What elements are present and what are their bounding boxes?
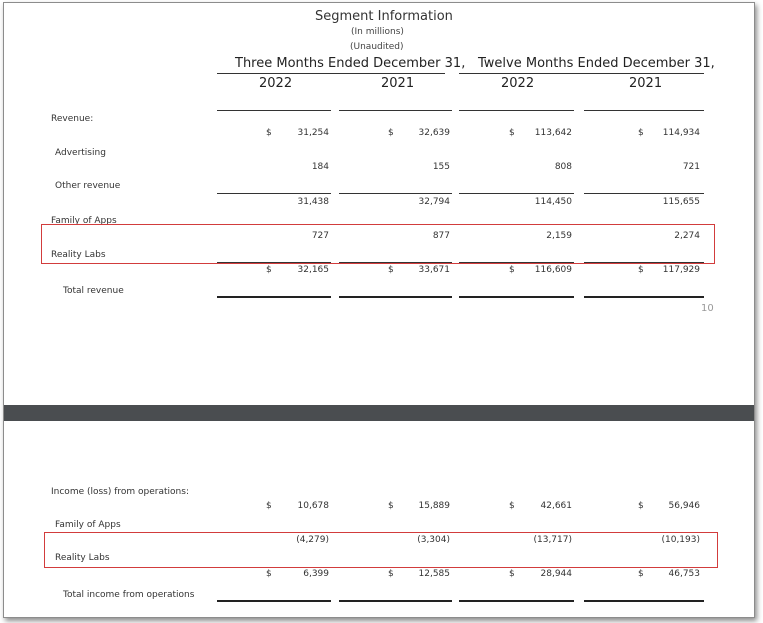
family-of-apps-value: 114,450 (534, 197, 572, 207)
year-header-1: 2022 (259, 76, 293, 91)
family-of-apps-income-value: 56,946 (668, 501, 700, 511)
double-rule (584, 296, 704, 298)
reality-labs-value: 2,274 (674, 231, 700, 241)
double-rule (339, 600, 452, 602)
other-revenue-value: 721 (682, 162, 700, 172)
reality-labs-value: 727 (311, 231, 329, 241)
label-income-operations: Income (loss) from operations: (51, 487, 189, 497)
family-of-apps-value: 32,794 (418, 197, 450, 207)
subtotal-rule (459, 193, 574, 194)
dollar-sign: $ (388, 265, 394, 275)
dollar-sign: $ (638, 265, 644, 275)
page-title: Segment Information (315, 9, 453, 24)
total-income-value: 12,585 (418, 569, 450, 579)
subtotal-rule (584, 193, 704, 194)
col-rule (339, 110, 452, 111)
reality-labs-value: 2,159 (546, 231, 572, 241)
dollar-sign: $ (509, 501, 515, 511)
total-income-value: 46,753 (668, 569, 700, 579)
col-rule (459, 110, 574, 111)
dollar-sign: $ (638, 501, 644, 511)
family-of-apps-income-value: 10,678 (297, 501, 329, 511)
total-revenue-value: 33,671 (418, 265, 450, 275)
header-rule-three (217, 73, 445, 74)
dollar-sign: $ (266, 128, 272, 138)
three-months-header: Three Months Ended December 31, (235, 56, 466, 71)
total-income-value: 28,944 (540, 569, 572, 579)
total-rule (584, 262, 704, 263)
family-of-apps-income-value: 42,661 (540, 501, 572, 511)
dollar-sign: $ (266, 265, 272, 275)
label-reality-labs: Reality Labs (51, 250, 106, 260)
dollar-sign: $ (266, 569, 272, 579)
dollar-sign: $ (638, 128, 644, 138)
unit-note: (In millions) (351, 27, 404, 37)
advertising-value: 113,642 (534, 128, 572, 138)
label-total-revenue: Total revenue (63, 286, 124, 296)
document-viewer (3, 2, 755, 618)
label-other-revenue: Other revenue (55, 181, 121, 191)
reality-labs-income-value: (13,717) (533, 535, 572, 545)
double-rule (217, 296, 331, 298)
label-reality-labs-income: Reality Labs (55, 553, 110, 563)
double-rule (459, 296, 574, 298)
label-revenue: Revenue: (51, 114, 94, 124)
total-revenue-value: 116,609 (534, 265, 572, 275)
subtotal-rule (339, 193, 452, 194)
label-total-income: Total income from operations (63, 590, 195, 600)
double-rule (217, 600, 331, 602)
col-rule (217, 110, 331, 111)
total-rule (459, 262, 574, 263)
dollar-sign: $ (509, 128, 515, 138)
family-of-apps-value: 31,438 (297, 197, 329, 207)
year-header-2: 2021 (381, 76, 415, 91)
total-rule (339, 262, 452, 263)
total-revenue-value: 117,929 (662, 265, 700, 275)
reality-labs-income-value: (10,193) (661, 535, 700, 545)
family-of-apps-income-value: 15,889 (418, 501, 450, 511)
total-rule (217, 262, 331, 263)
reality-labs-income-value: (3,304) (417, 535, 450, 545)
year-header-4: 2021 (629, 76, 663, 91)
total-income-value: 6,399 (303, 569, 329, 579)
other-revenue-value: 155 (432, 162, 450, 172)
subtotal-rule (217, 193, 331, 194)
reality-labs-income-value: (4,279) (296, 535, 329, 545)
label-advertising: Advertising (55, 148, 106, 158)
dollar-sign: $ (638, 569, 644, 579)
double-rule (459, 600, 574, 602)
header-rule-twelve (459, 73, 704, 74)
family-of-apps-value: 115,655 (662, 197, 700, 207)
dollar-sign: $ (266, 501, 272, 511)
col-rule (584, 110, 704, 111)
highlight-box-reality-labs-revenue (41, 224, 715, 264)
advertising-value: 31,254 (297, 128, 329, 138)
other-revenue-value: 808 (554, 162, 572, 172)
advertising-value: 114,934 (662, 128, 700, 138)
dollar-sign: $ (388, 501, 394, 511)
dollar-sign: $ (509, 569, 515, 579)
audit-note: (Unaudited) (350, 42, 404, 52)
dollar-sign: $ (509, 265, 515, 275)
other-revenue-value: 184 (311, 162, 329, 172)
double-rule (339, 296, 452, 298)
year-header-3: 2022 (501, 76, 535, 91)
reality-labs-value: 877 (432, 231, 450, 241)
advertising-value: 32,639 (418, 128, 450, 138)
double-rule (584, 600, 704, 602)
dollar-sign: $ (388, 128, 394, 138)
page-separator (4, 405, 754, 421)
total-revenue-value: 32,165 (297, 265, 329, 275)
twelve-months-header: Twelve Months Ended December 31, (478, 56, 715, 71)
dollar-sign: $ (388, 569, 394, 579)
label-family-of-apps-income: Family of Apps (55, 520, 121, 530)
page-number: 10 (701, 303, 714, 314)
label-family-of-apps: Family of Apps (51, 216, 117, 226)
